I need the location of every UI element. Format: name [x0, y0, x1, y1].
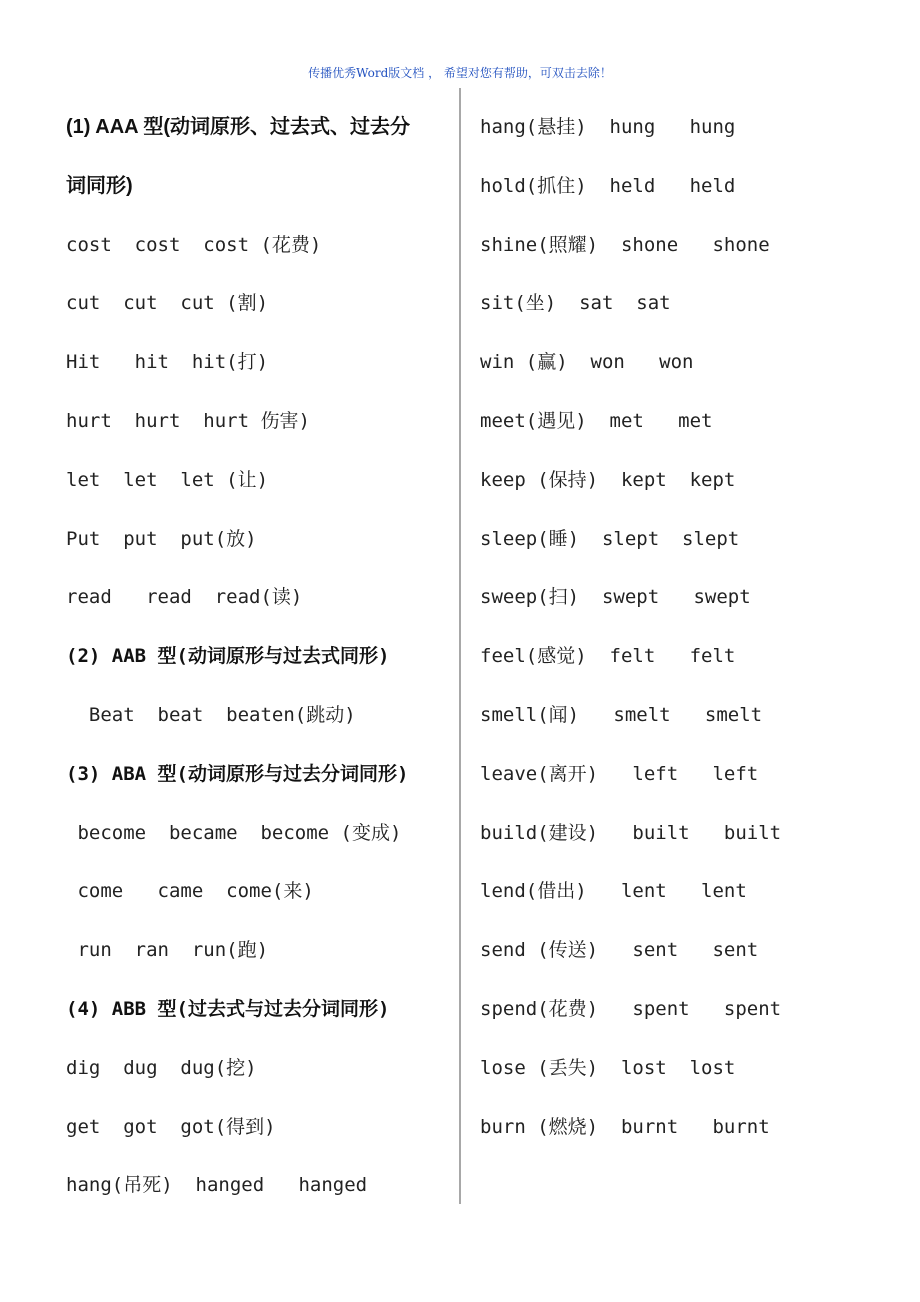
verb-entry: win (赢) won won	[480, 351, 694, 374]
verb-entry: build(建设) built built	[480, 821, 782, 844]
section-heading: (4) ABB 型(过去式与过去分词同形)	[66, 998, 390, 1020]
verb-entry: send (传送) sent sent	[480, 939, 759, 962]
verb-entry: keep (保持) kept kept	[480, 468, 736, 491]
verb-entry: Beat beat beaten(跳动)	[66, 704, 356, 726]
section-heading: (3) ABA 型(动词原形与过去分词同形)	[66, 762, 409, 785]
verb-entry: meet(遇见) met met	[480, 410, 713, 432]
verb-entry: hurt hurt hurt 伤害)	[66, 410, 310, 432]
section-heading: (2) AAB 型(动词原形与过去式同形)	[66, 645, 390, 668]
verb-entry: read read read(读)	[66, 586, 303, 609]
verb-entry: dig dug dug(挖)	[66, 1056, 257, 1079]
verb-entry: hang(悬挂) hung hung	[480, 116, 736, 138]
verb-entry: lend(借出) lent lent	[480, 880, 747, 903]
verb-entry: cut cut cut (割)	[66, 292, 269, 315]
verb-entry: sleep(睡) slept slept	[480, 527, 740, 550]
verb-entry: Hit hit hit(打)	[66, 351, 269, 374]
verb-entry: come came come(来)	[66, 880, 314, 903]
verb-entry: become became become (变成)	[66, 821, 402, 844]
verb-entry: feel(感觉) felt felt	[480, 645, 736, 668]
verb-entry: let let let (让)	[66, 468, 269, 491]
header-note: 传播优秀Word版文档 ， 希望对您有帮助，可双击去除！	[308, 66, 612, 80]
verb-entry: get got got(得到)	[66, 1115, 276, 1138]
verb-entry: shine(照耀) shone shone	[480, 233, 770, 256]
verb-entry: lose (丢失) lost lost	[480, 1056, 736, 1079]
verb-entry: cost cost cost (花费)	[66, 233, 322, 256]
column-divider	[459, 88, 461, 1204]
verb-entry: hold(抓住) held held	[480, 174, 736, 197]
verb-entry: spend(花费) spent spent	[480, 998, 782, 1020]
verb-entry: burn (燃烧) burnt burnt	[480, 1115, 770, 1138]
verb-entry: run ran run(跑)	[66, 939, 269, 962]
section-heading: (1) AAA 型(动词原形、过去式、过去分	[66, 116, 411, 138]
verb-entry: sit(坐) sat sat	[480, 292, 671, 315]
verb-entry: sweep(扫) swept swept	[480, 586, 751, 609]
verb-entry: hang(吊死) hanged hanged	[66, 1174, 368, 1197]
verb-entry: leave(离开) left left	[480, 762, 759, 785]
verb-entry: Put put put(放)	[66, 527, 257, 550]
verb-entry: smell(闻) smelt smelt	[480, 704, 763, 726]
section-heading: 词同形)	[66, 174, 133, 197]
